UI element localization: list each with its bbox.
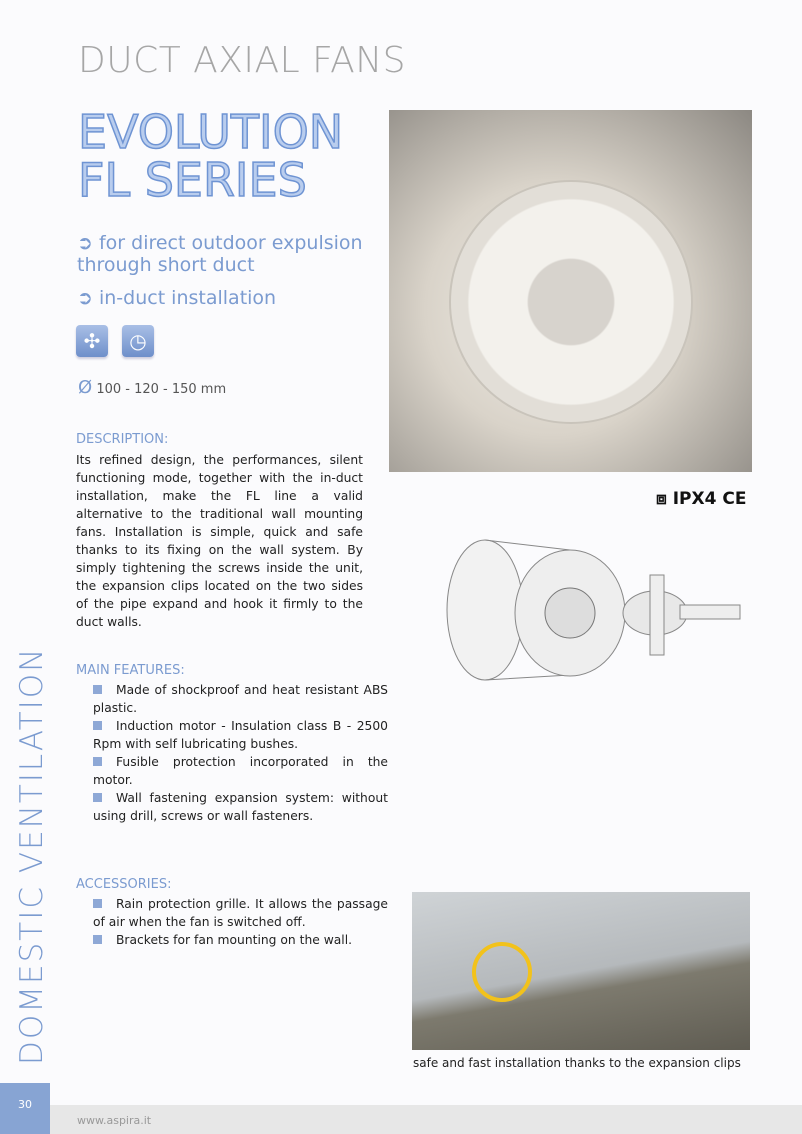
timer-icon: ◷ [122, 325, 154, 357]
feature-icons [76, 325, 154, 357]
list-item: Rain protection grille. It allows the passage of air when the fan is switched off. [93, 897, 388, 929]
highlight-circle [472, 942, 532, 1002]
list-item: Induction motor - Insulation class B - 2500 Rpm with self lubricating bushes. [93, 719, 388, 751]
certifications: ⧈ IPX4 CE [656, 489, 747, 509]
main-features-list [93, 681, 388, 825]
accessories-list [93, 895, 388, 949]
list-item: Wall fastening expansion system: without using drill, screws or wall fasteners. [93, 791, 388, 823]
fan-body [449, 180, 693, 424]
series-title: EVOLUTION FL SERIES [78, 105, 344, 207]
category-title: DUCT AXIAL FANS [78, 40, 406, 81]
list-item: Fusible protection incorporated in the motor. [93, 755, 388, 787]
diameter: Ø 100 - 120 - 150 mm [78, 377, 227, 398]
list-item: Made of shockproof and heat resistant ABS plastic. [93, 683, 388, 715]
product-photo [389, 110, 752, 472]
photo-caption: safe and fast installation thanks to the expansion clips [413, 1056, 741, 1070]
installation-photo [412, 892, 750, 1050]
website-link[interactable]: www.aspira.it [77, 1114, 152, 1127]
side-label: DOMESTIC VENTILATION [14, 646, 50, 1065]
bullet-in-duct: ➲ in-duct installation [77, 287, 277, 309]
double-insulation-icon: ⧈ [656, 489, 667, 509]
page-number: 30 [0, 1083, 50, 1134]
arrow-right-circle-icon: ➲ [77, 232, 99, 254]
exploded-diagram [440, 535, 760, 690]
arrow-right-circle-icon: ➲ [77, 287, 99, 309]
bullet-outdoor: ➲ for direct outdoor expulsion through short duct [77, 232, 363, 276]
main-features-title: MAIN FEATURES: [76, 663, 185, 678]
footer-bar [50, 1105, 802, 1134]
list-item: Brackets for fan mounting on the wall. [93, 931, 388, 949]
description-text: Its refined design, the performances, silent functioning mode, together with the in-duct installation, make the FL line a valid alternative to the traditional wall mounting fans. Installation is simple, quick and safe thanks to its fixing on the wall system. By simply tightening the screws inside the unit, the expansion clips located on the two sides of the pipe expand and hook it firmly to the duct walls. [76, 453, 363, 629]
fan-icon: ✣ [76, 325, 108, 357]
accessories-title: ACCESSORIES: [76, 877, 172, 892]
description-title: DESCRIPTION: [76, 432, 169, 447]
